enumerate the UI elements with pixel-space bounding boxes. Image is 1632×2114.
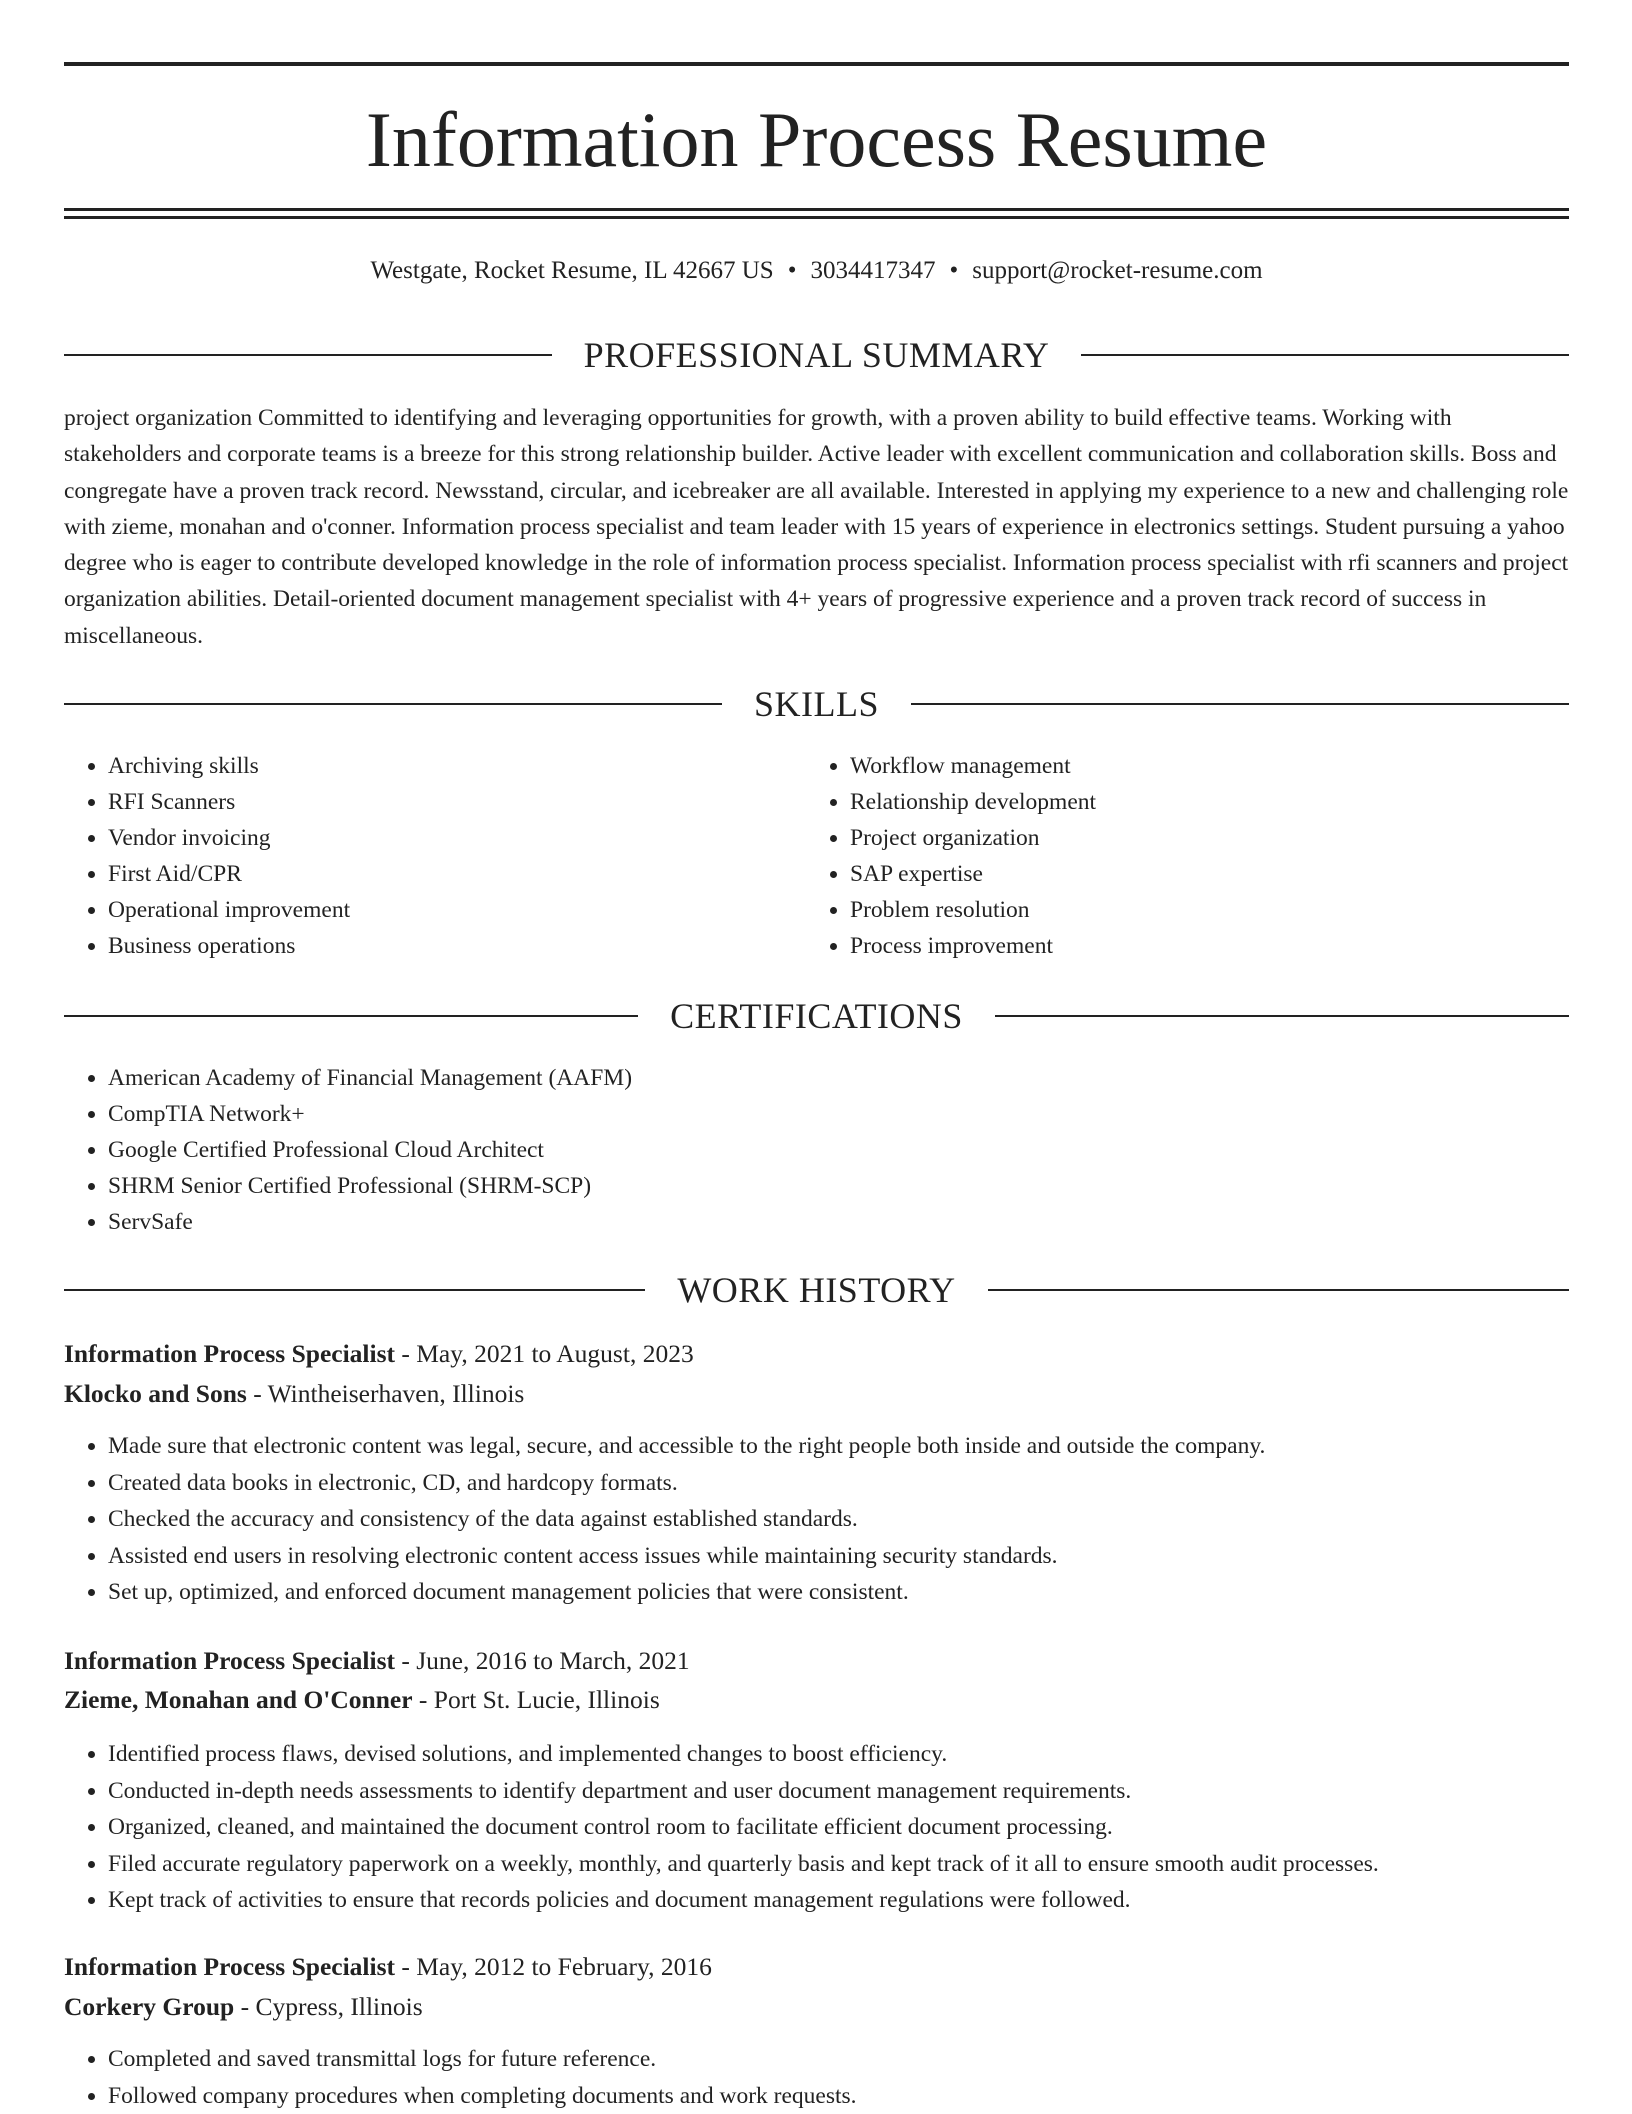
job-dates: - June, 2016 to March, 2021 (395, 1646, 690, 1675)
duty-item: • Assisted end users in resolving electronic content access issues while maintaining security standards. (108, 1538, 1569, 1575)
title-rule-lower (64, 216, 1569, 219)
job-title: Information Process Specialist (64, 1646, 395, 1675)
job-title: Information Process Specialist (64, 1339, 395, 1368)
section-heading-work-history (64, 1268, 1569, 1312)
certification-item: • CompTIA Network+ (108, 1096, 1569, 1132)
job-duties (64, 1428, 1569, 1611)
certification-item: • ServSafe (108, 1204, 1569, 1240)
section-title: SKILLS (722, 682, 911, 726)
job-title-line (64, 1949, 1569, 1985)
duty-item: • Checked the accuracy and consistency of the data against established standards. (108, 1501, 1569, 1538)
contact-line (64, 254, 1569, 288)
contact-address: Westgate, Rocket Resume, IL 42667 US (370, 257, 773, 284)
skill-item: • RFI Scanners (108, 784, 804, 820)
job-company-line (64, 1989, 1569, 2025)
certification-item: • Google Certified Professional Cloud Architect (108, 1132, 1569, 1168)
resume-title: Information Process Resume (64, 92, 1569, 188)
section-heading-certifications (64, 994, 1569, 1038)
skill-item: • Archiving skills (108, 748, 804, 784)
heading-rule (1081, 354, 1569, 356)
duty-item: • Identified process flaws, devised solutions, and implemented changes to boost efficiency. (108, 1736, 1569, 1773)
heading-rule (988, 1289, 1569, 1291)
job-duties (64, 2041, 1569, 2114)
summary-paragraph: project organization Committed to identifying and leveraging opportunities for growth, with a proven ability to build effective teams. Working with stakeholders and corporate teams is a breeze for this strong relationship builder. Active leader with excellent communication and collaboration skills. Boss and congregate have a proven track record. Newsstand, circular, and icebreaker are all available. Interested in applying my experience to a new and challenging role with zieme, monahan and o'conner. Information process specialist and team leader with 15 years of experience in electronics settings. Student pursuing a yahoo degree who is eager to contribute developed knowledge in the role of information process specialist. Information process specialist with rfi scanners and project organization abilities. Detail-oriented document management specialist with 4+ years of progressive experience and a proven track record of success in miscellaneous. (64, 400, 1569, 654)
section-heading-skills (64, 682, 1569, 726)
job-company: Klocko and Sons (64, 1379, 247, 1408)
section-heading-summary (64, 333, 1569, 377)
job-location: - Wintheiserhaven, Illinois (247, 1379, 525, 1408)
heading-rule (911, 703, 1569, 705)
contact-phone: 3034417347 (810, 257, 935, 284)
skills-column-right (806, 748, 1566, 964)
heading-rule (64, 703, 722, 705)
section-title: CERTIFICATIONS (638, 994, 995, 1038)
duty-item: • Made sure that electronic content was legal, secure, and accessible to the right people both inside and outside the company. (108, 1428, 1569, 1465)
heading-rule (64, 1015, 638, 1017)
job-duties (64, 1736, 1569, 1919)
title-rule-upper (64, 208, 1569, 211)
heading-rule (64, 1289, 645, 1291)
job-company-line (64, 1376, 1569, 1412)
skill-item: • Operational improvement (108, 892, 804, 928)
job-location: - Cypress, Illinois (234, 1992, 422, 2021)
top-rule (64, 62, 1569, 66)
job-company: Corkery Group (64, 1992, 234, 2021)
skills-column-left (64, 748, 804, 964)
duty-item: • Completed and saved transmittal logs for future reference. (108, 2041, 1569, 2078)
job-dates: - May, 2021 to August, 2023 (395, 1339, 694, 1368)
section-title: PROFESSIONAL SUMMARY (552, 333, 1082, 377)
certification-item: • SHRM Senior Certified Professional (SHRM-SCP) (108, 1168, 1569, 1204)
job-company: Zieme, Monahan and O'Conner (64, 1685, 413, 1714)
duty-item: • Conducted in-depth needs assessments to identify department and user document management requirements. (108, 1773, 1569, 1810)
skill-item: • SAP expertise (850, 856, 1566, 892)
duty-item: • Filed accurate regulatory paperwork on a weekly, monthly, and quarterly basis and kept track of it all to ensure smooth audit processes. (108, 1846, 1569, 1883)
job-location: - Port St. Lucie, Illinois (413, 1685, 660, 1714)
job-title: Information Process Specialist (64, 1952, 395, 1981)
skill-item: • Problem resolution (850, 892, 1566, 928)
job-dates: - May, 2012 to February, 2016 (395, 1952, 712, 1981)
skill-item: • Relationship development (850, 784, 1566, 820)
skill-item: • Workflow management (850, 748, 1566, 784)
duty-item: • Followed company procedures when completing documents and work requests. (108, 2078, 1569, 2114)
section-title: WORK HISTORY (645, 1268, 987, 1312)
job-title-line (64, 1643, 1569, 1679)
skill-item: • Process improvement (850, 928, 1566, 964)
certification-item: • American Academy of Financial Management (AAFM) (108, 1060, 1569, 1096)
skill-item: • Vendor invoicing (108, 820, 804, 856)
job-company-line (64, 1682, 1569, 1718)
heading-rule (64, 354, 552, 356)
heading-rule (995, 1015, 1569, 1017)
skill-item: • Business operations (108, 928, 804, 964)
duty-item: • Set up, optimized, and enforced document management policies that were consistent. (108, 1574, 1569, 1611)
duty-item: • Organized, cleaned, and maintained the document control room to facilitate efficient document processing. (108, 1809, 1569, 1846)
contact-email: support@rocket-resume.com (972, 257, 1262, 284)
contact-separator: • (935, 254, 972, 288)
skill-item: • Project organization (850, 820, 1566, 856)
contact-separator: • (774, 254, 811, 288)
skill-item: • First Aid/CPR (108, 856, 804, 892)
job-title-line (64, 1336, 1569, 1372)
certifications-list (64, 1060, 1569, 1240)
duty-item: • Kept track of activities to ensure that records policies and document management regulations were followed. (108, 1882, 1569, 1919)
duty-item: • Created data books in electronic, CD, and hardcopy formats. (108, 1465, 1569, 1502)
